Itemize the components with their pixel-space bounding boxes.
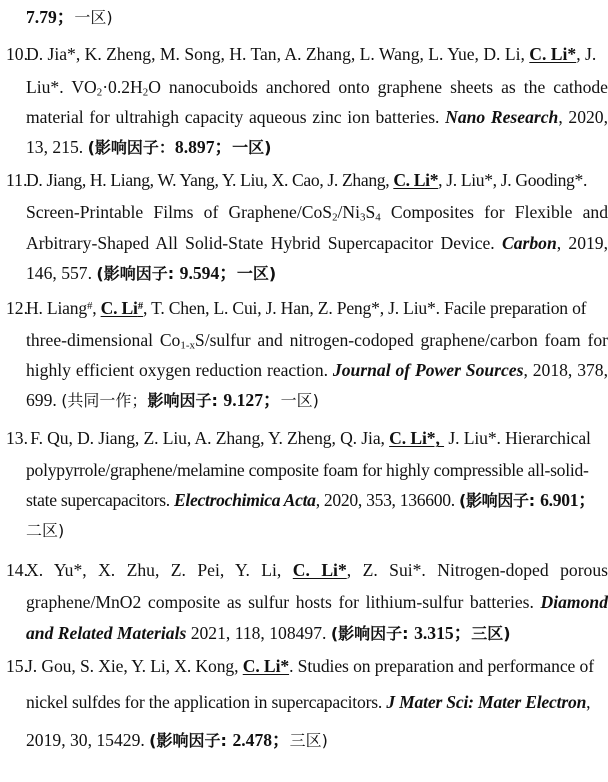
title-text: material for ultrahigh capacity aqueous zinc ion batteries. <box>26 107 446 127</box>
title-text: S <box>365 202 376 222</box>
impact-factor-label: 影响因子: <box>147 391 224 410</box>
journal-name-continued: and Related Materials <box>26 623 187 643</box>
journal-zone: 三区) <box>471 624 511 643</box>
volume-pages: 13, 215. <box>26 137 88 157</box>
journal-year: , 2019, <box>556 233 608 253</box>
title-text: nickel sulfdes for the application in supercapacitors. <box>26 692 387 712</box>
journal-name: J Mater Sci: Mater Electron <box>386 692 587 712</box>
title-text: graphene/MnO2 composite as sulfur hosts for lithium-sulfur batteries. <box>26 592 541 612</box>
entry-impact-line <box>26 135 608 159</box>
impact-factor-value: 3.315； <box>414 623 472 643</box>
entry-title-line <box>26 75 608 99</box>
authors-continued: . Studies on preparation and performance of <box>289 656 595 676</box>
title-text: Liu*. VO <box>26 77 97 97</box>
title-text: three-dimensional Co <box>26 330 181 350</box>
entry-title-line <box>26 488 608 512</box>
entry-authors-line <box>26 296 608 320</box>
impact-factor-label: (影响因子: <box>330 624 415 643</box>
authors: H. Liang <box>26 298 87 318</box>
entry-title-line <box>26 105 608 129</box>
impact-factor-value: 7.79； <box>26 7 75 27</box>
journal-zone: 一区) <box>236 264 277 283</box>
authors-continued: , T. Chen, L. Cui, J. Han, Z. Peng*, J. Liu*. Facile preparation of <box>143 298 587 318</box>
entry-number: 10. <box>6 44 28 64</box>
volume-pages: 146, 557. <box>26 263 97 283</box>
title-text: Screen-Printable Films of Graphene/CoS <box>26 202 333 222</box>
highlighted-author: C. Li# <box>100 298 144 318</box>
subscript: 2 <box>332 211 338 224</box>
impact-factor-value: 8.897； <box>174 137 233 157</box>
subscript: 4 <box>375 211 381 224</box>
authors: X. Yu*, X. Zhu, Z. Pei, Y. Li, <box>26 560 293 580</box>
impact-factor-label: (影响因子： <box>87 138 175 157</box>
title-text: /Ni <box>337 202 360 222</box>
impact-factor-value: 6.901； <box>540 490 596 510</box>
entry-impact-line <box>26 518 608 542</box>
title-text: S/sulfur and nitrogen-codoped graphene/carbon foam for <box>194 330 608 350</box>
subscript: 2 <box>142 86 149 99</box>
highlighted-author: C. Li* <box>529 44 577 64</box>
authors-continued: , Z. Sui*. Nitrogen-doped porous <box>346 560 608 580</box>
impact-factor-label: (影响因子: <box>149 731 233 750</box>
authors-continued: , J. Liu*, J. Gooding*. <box>438 170 587 190</box>
journal-zone: 一区) <box>232 138 272 157</box>
journal-year: 2021, 118, 108497. <box>186 623 331 643</box>
journal-year: , 2020, 353, 136600. <box>315 490 459 510</box>
journal-zone: 二区) <box>26 521 65 540</box>
volume-pages: 2019, 30, 15429. <box>26 730 150 750</box>
journal-punct: , <box>586 692 591 712</box>
entry-authors-line <box>26 42 608 66</box>
journal-zone: 一区) <box>74 8 113 27</box>
title-text: state supercapacitors. <box>26 490 174 510</box>
entry-authors-line <box>26 654 608 678</box>
title-text: highly efficient oxygen reduction reaction. <box>26 360 333 380</box>
subscript: 1-x <box>180 339 195 352</box>
highlighted-author: C. Li* <box>292 560 347 580</box>
impact-factor-value: 9.594； <box>179 263 237 283</box>
entry-number: 15. <box>6 656 28 676</box>
journal-name: Diamond <box>540 592 608 612</box>
impact-factor-value: 2.478； <box>232 730 290 750</box>
highlighted-author: C. Li* <box>393 170 439 190</box>
entry-title-line <box>26 458 608 482</box>
journal-name: Carbon <box>501 233 557 253</box>
entry-number: 12. <box>6 298 28 318</box>
entry-impact-line <box>26 728 608 752</box>
journal-name: Electrochimica Acta <box>173 490 316 510</box>
entry-authors-line <box>26 426 608 450</box>
title-text: Arbitrary-Shaped All Solid-State Hybrid Supercapacitor Device. <box>26 233 502 253</box>
continuation-line <box>26 5 608 29</box>
journal-zone: 一区) <box>280 391 319 410</box>
subscript: 3 <box>360 211 366 224</box>
impact-factor-label: (影响因子: <box>96 264 180 283</box>
authors: D. Jia*, K. Zheng, M. Song, H. Tan, A. Zhang, L. Wang, L. Yue, D. Li, <box>26 44 530 64</box>
authors: D. Jiang, H. Liang, W. Yang, Y. Liu, X. Cao, J. Zhang, <box>26 170 394 190</box>
journal-name: Journal of Power Sources <box>332 360 524 380</box>
title-text: O nanocuboids anchored onto graphene sheets as the cathode <box>148 77 608 97</box>
co-first-mark: # <box>86 300 93 313</box>
journal-year: , 2018, 378, <box>523 360 608 380</box>
co-first-mark: # <box>137 300 144 313</box>
impact-factor-value: 9.127； <box>223 390 281 410</box>
entry-authors-line <box>26 558 608 582</box>
authors: J. Gou, S. Xie, Y. Li, X. Kong, <box>26 656 243 676</box>
co-first-author-note: (共同一作； <box>61 391 148 410</box>
journal-name: Nano Research <box>445 107 559 127</box>
entry-authors-line <box>26 168 608 192</box>
entry-number: 14. <box>6 560 28 580</box>
title-text: Composites for Flexible and <box>380 202 608 222</box>
entry-number: 13. <box>6 428 28 448</box>
journal-zone: 三区) <box>289 731 328 750</box>
highlighted-author: C. Li* <box>242 656 290 676</box>
entry-impact-line <box>26 261 608 285</box>
entry-title-line <box>26 690 608 714</box>
separator: , <box>92 298 101 318</box>
authors-continued: J. Liu*. Hierarchical <box>444 428 591 448</box>
authors-continued: , J. <box>576 44 597 64</box>
volume-pages: 699. <box>26 390 62 410</box>
impact-factor-label: (影响因子: <box>458 491 541 510</box>
entry-title-line <box>26 328 608 352</box>
journal-year: , 2020, <box>558 107 608 127</box>
entry-title-line <box>26 590 608 614</box>
subscript: 2 <box>96 86 103 99</box>
entry-number: 11. <box>6 170 28 190</box>
title-text: ·0.2H <box>102 77 143 97</box>
entry-title-line <box>26 231 608 255</box>
entry-title-line <box>26 358 608 382</box>
entry-impact-line <box>26 388 608 412</box>
title-text: polypyrrole/graphene/melamine composite foam for highly compressible all-solid- <box>26 460 589 480</box>
authors: F. Qu, D. Jiang, Z. Liu, A. Zhang, Y. Zheng, Q. Jia, <box>26 428 390 448</box>
entry-title-line <box>26 200 608 224</box>
entry-impact-line <box>26 621 608 645</box>
highlighted-author: C. Li*, <box>389 428 445 448</box>
